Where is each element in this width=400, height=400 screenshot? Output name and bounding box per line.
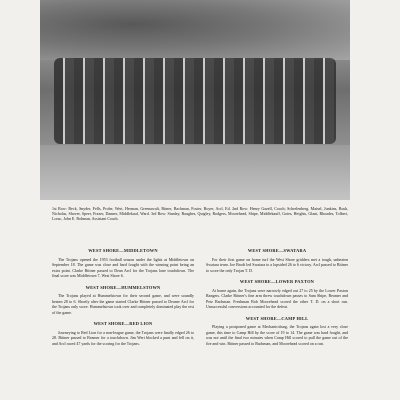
section-text: The Trojans opened the 1953 football season under the lights at Middletown on September 18. The game was close and hard fought with the winning point being an extra point. Clarke Bittner passed to Dean Arcl for the Trojans lone touchdown. The final score was Middletown 7, West Shore 6. [52, 256, 194, 278]
photo-lawn [40, 145, 350, 200]
photo-caption: 1st Row: Beck, Snyder, Fells, Probe, Wert, Herman, Greenawalt, Bitner, Bachman, Foster, Boyer, Arcl, Ed. 2nd Row: Henry Gazell, Coach; Schrelenberg, Maisel, Junkins, Bush, Nicholas, Shover, Speer, Frazer, Danner, Middlekauf, Ward. 3rd Row: Stanley, Baughes, Quigley, Rodgers, Moorehead, Shipe, Middlekauff, Gotes, Heights, Glant, Rhoades, Tolbert, Lorac, John E. Bohman, Assistant Coach. [52, 206, 348, 221]
section-text: The Trojans played at Hummelstown for their second game, and were soundly beaten 28 to 6. Shortly after the game started Clarke Bittner passed to Deaner Arcl for the Trojans only score. Hummelstown took over and completely dominated play the rest of the game. [52, 293, 194, 315]
section-text: Playing a postponed game at Mechanicsburg, the Trojans again lost a very close game, this time to Camp Hill by the score of 19 to 14. The game was hard fought, and was not until the final two minutes when Camp Hill scored to pull the game out of the fire and win. Bittner passed to Bachman, and Moorehead scored on a run. [206, 324, 348, 346]
game-section [206, 248, 348, 273]
section-text: For their first game on home turf the West Shore gridders met a tough, unbeaten Swatara team. Joe Brodt led Swatara to a lopsided 26 to 6 victory. Arcl passed to Bittner to score the only Trojan T. D. [206, 256, 348, 273]
section-heading: WEST SHORE—RED LION [93, 321, 153, 326]
right-column [206, 248, 348, 352]
game-section [52, 321, 194, 346]
left-column [52, 248, 194, 352]
game-section [206, 279, 348, 310]
game-section [52, 248, 194, 279]
game-section [52, 285, 194, 316]
photo-team-players [54, 58, 336, 144]
photo-trees [40, 0, 350, 60]
section-heading: WEST SHORE—LOWER PAXTON [239, 279, 315, 284]
section-heading: WEST SHORE—HUMMELSTOWN [85, 284, 161, 290]
game-section [206, 316, 348, 347]
section-text: At home again, the Trojans were narrowly edged out 27 to 25 by the Lower Paxton Rangers. Clarke Bittner's fine arm threw touchdown passes to Sam Shipe, Beamer and Petz Bachman. Freshman Bob Moorehead scored the other T. D. on a short run. Unsuccessful conversions accounted for the defeat. [206, 287, 348, 309]
section-text: Journeying to Red Lion for a non-league game, the Trojans were finally edged 26 to 28. Bittner passed to Beamer for a touchdown. Jim Wert blocked a punt and fell on it, and Arcl raced 47 yards for the scoring for the Trojans. [52, 329, 194, 346]
section-heading: WEST SHORE—CAMP HILL [245, 315, 309, 321]
section-heading: WEST SHORE—SWATARA [247, 248, 307, 253]
team-photo [40, 0, 350, 200]
section-heading: WEST SHORE—MIDDLETOWN [88, 248, 158, 253]
